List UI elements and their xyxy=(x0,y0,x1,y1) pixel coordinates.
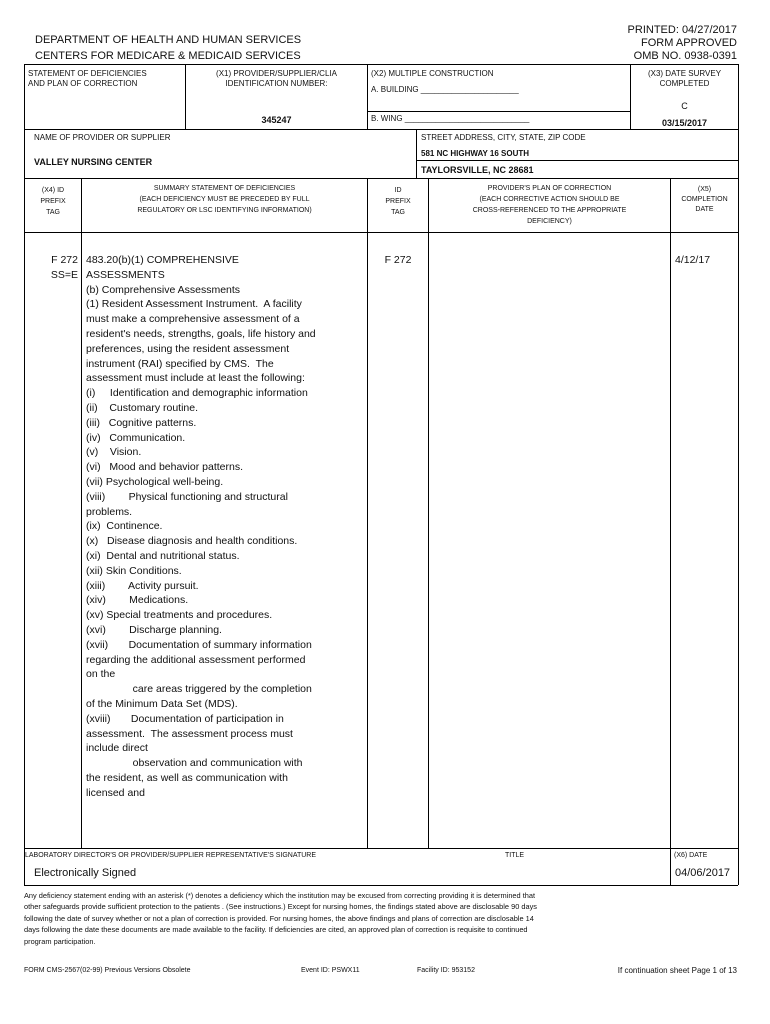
signature-label: LABORATORY DIRECTOR'S OR PROVIDER/SUPPLIER REPRESENTATIVE'S SIGNATURE xyxy=(25,852,317,859)
frame-line-5 xyxy=(24,848,738,849)
text-line: on the xyxy=(86,668,116,681)
statement-label-2: AND PLAN OF CORRECTION xyxy=(28,79,138,88)
text-line: (v) Vision. xyxy=(86,446,142,459)
facility-id: Facility ID: 953152 xyxy=(417,967,475,974)
scope-severity: SS=E xyxy=(50,269,78,281)
text-line: 483.20(b)(1) COMPREHENSIVE xyxy=(86,254,239,266)
text-line: (xi) Dental and nutritional status. xyxy=(86,549,240,562)
centers-name: CENTERS FOR MEDICARE & MEDICAID SERVICES xyxy=(35,50,301,62)
provider-id-value: 345247 xyxy=(261,115,292,125)
survey-date: 03/15/2017 xyxy=(661,118,708,128)
text-line: assessment. The assessment process must xyxy=(86,727,293,740)
footnote-line: days following the date these documents are made available to the facility. If deficiencies are cited, an approved plan of correction is requisite to continued xyxy=(24,925,528,935)
deficiency-tag: F 272 xyxy=(51,254,78,266)
form-number: FORM CMS-2567(02-99) Previous Versions Obsolete xyxy=(24,967,191,974)
summary-header-2: (EACH DEFICIENCY MUST BE PRECEDED BY FULL xyxy=(139,196,310,203)
omb-number: OMB NO. 0938-0391 xyxy=(633,50,737,62)
correction-id-tag: F 272 xyxy=(384,254,412,266)
footnote-line: other safeguards provide sufficient protection to the patients . (See instructions.) Except for nursing homes, the findings stated above are disclosable 90 days xyxy=(24,902,537,912)
street-address: 581 NC HIGHWAY 16 SOUTH xyxy=(421,149,530,158)
department-name: DEPARTMENT OF HEALTH AND HUMAN SERVICES xyxy=(35,34,302,46)
summary-header-1: SUMMARY STATEMENT OF DEFICIENCIES xyxy=(153,185,296,192)
col-plan-divider xyxy=(670,178,671,848)
col-summary-divider xyxy=(367,178,368,848)
text-line: assessment must include at least the following: xyxy=(86,372,305,385)
signature-date: 04/06/2017 xyxy=(675,867,731,879)
text-line: (i) Identification and demographic information xyxy=(86,387,308,400)
plan-header-1: PROVIDER'S PLAN OF CORRECTION xyxy=(487,185,612,192)
x1-label-2: IDENTIFICATION NUMBER: xyxy=(225,79,328,88)
form-approved: FORM APPROVED xyxy=(641,37,737,49)
text-line: of the Minimum Data Set (MDS). xyxy=(86,697,238,710)
text-line: must make a comprehensive assessment of a xyxy=(86,313,300,326)
text-line: (xiv) Medications. xyxy=(86,594,189,607)
provider-name-label: NAME OF PROVIDER OR SUPPLIER xyxy=(34,133,171,142)
text-line: (1) Resident Assessment Instrument. A facility xyxy=(86,298,302,311)
address-divider xyxy=(416,160,738,161)
building-line: A. BUILDING ______________________ xyxy=(371,85,519,94)
text-line: the resident, as well as communication with xyxy=(86,771,288,784)
text-line: (xvi) Discharge planning. xyxy=(86,623,222,636)
frame-line-4 xyxy=(24,232,738,233)
text-line: (iv) Communication. xyxy=(86,431,186,444)
footnote-line: following the date of survey whether or not a plan of correction is provided. For nursing homes, the above findings and plans of correction are disclosable 14 xyxy=(24,913,534,923)
col-id-divider xyxy=(428,178,429,848)
col-tag-divider xyxy=(81,178,82,848)
x3-label-1: (X3) DATE SURVEY xyxy=(647,69,722,78)
city-state-zip: TAYLORSVILLE, NC 28681 xyxy=(421,165,534,175)
text-line: (b) Comprehensive Assessments xyxy=(86,283,241,296)
text-line: (xviii) Documentation of participation in xyxy=(86,712,284,725)
text-line: ASSESSMENTS xyxy=(86,268,165,281)
id-header-2: PREFIX xyxy=(385,198,411,205)
plan-header-3: CROSS-REFERENCED TO THE APPROPRIATE xyxy=(472,207,627,214)
wing-divider xyxy=(367,111,630,112)
x4-header-2: PREFIX xyxy=(40,198,66,205)
x2-label: (X2) MULTIPLE CONSTRUCTION xyxy=(371,69,494,78)
statement-label-1: STATEMENT OF DEFICIENCIES xyxy=(28,69,147,78)
frame-right-line xyxy=(738,64,739,885)
text-line: (vi) Mood and behavior patterns. xyxy=(86,461,243,474)
text-line: regarding the additional assessment performed xyxy=(86,653,306,666)
deficiency-text xyxy=(86,253,366,800)
text-line: (ii) Customary routine. xyxy=(86,401,199,414)
text-line: licensed and xyxy=(86,786,145,799)
frame-line-2 xyxy=(24,129,738,130)
completion-date: 4/12/17 xyxy=(675,254,711,266)
text-line: (viii) Physical functioning and structural xyxy=(86,490,288,503)
text-line: problems. xyxy=(86,505,133,518)
frame-line-3 xyxy=(24,178,738,179)
text-line: (xii) Skin Conditions. xyxy=(86,564,182,577)
page-indicator: If continuation sheet Page 1 of 13 xyxy=(617,966,737,975)
wing-line: B. WING ____________________________ xyxy=(371,114,530,123)
address-divider-v xyxy=(416,129,417,178)
x4-header-3: TAG xyxy=(46,209,60,216)
text-line: (xiii) Activity pursuit. xyxy=(86,579,199,592)
address-label: STREET ADDRESS, CITY, STATE, ZIP CODE xyxy=(421,133,586,142)
text-line: (xv) Special treatments and procedures. xyxy=(86,609,273,622)
signature-value: Electronically Signed xyxy=(34,867,137,879)
text-line: (xvii) Documentation of summary information xyxy=(86,638,312,651)
x1-label-1: (X1) PROVIDER/SUPPLIER/CLIA xyxy=(216,69,337,78)
id-header-1: ID xyxy=(394,187,402,194)
x3-label-2: COMPLETED xyxy=(659,79,710,88)
x5-header-1: (X5) xyxy=(697,186,712,193)
text-line: care areas triggered by the completion xyxy=(86,683,312,696)
title-label: TITLE xyxy=(505,852,525,859)
text-line: instrument (RAI) specified by CMS. The xyxy=(86,357,274,370)
plan-header-2: (EACH CORRECTIVE ACTION SHOULD BE xyxy=(479,196,620,203)
plan-header-4: DEFICIENCY) xyxy=(527,218,572,225)
footnote-line: program participation. xyxy=(24,936,96,946)
date-divider xyxy=(670,848,671,885)
summary-header-3: REGULATORY OR LSC IDENTIFYING INFORMATION) xyxy=(137,207,312,214)
x5-header-2: COMPLETION xyxy=(681,196,728,203)
id-header-3: TAG xyxy=(391,209,405,216)
text-line: (ix) Continence. xyxy=(86,520,163,533)
text-line: preferences, using the resident assessment xyxy=(86,342,290,355)
text-line: (iii) Cognitive patterns. xyxy=(86,416,197,429)
x2-divider xyxy=(367,64,368,129)
x4-header-1: (X4) ID xyxy=(41,187,65,194)
event-id: Event ID: PSWX11 xyxy=(301,967,360,974)
provider-name: VALLEY NURSING CENTER xyxy=(34,157,153,167)
text-line: (x) Disease diagnosis and health conditions. xyxy=(86,535,298,548)
disclosure-footnote xyxy=(24,890,738,947)
signature-date-label: (X6) DATE xyxy=(674,852,708,859)
text-line: resident's needs, strengths, goals, life history and xyxy=(86,327,316,340)
text-line: include direct xyxy=(86,742,148,755)
footnote-line: Any deficiency statement ending with an asterisk (*) denotes a deficiency which the institution may be excused from correcting providing it is determined that xyxy=(24,891,536,900)
x5-header-3: DATE xyxy=(695,206,714,213)
frame-line-6 xyxy=(24,885,738,886)
text-line: observation and communication with xyxy=(86,757,303,770)
printed-date: PRINTED: 04/27/2017 xyxy=(627,24,737,36)
survey-code: C xyxy=(681,101,688,111)
text-line: (vii) Psychological well-being. xyxy=(86,475,224,488)
